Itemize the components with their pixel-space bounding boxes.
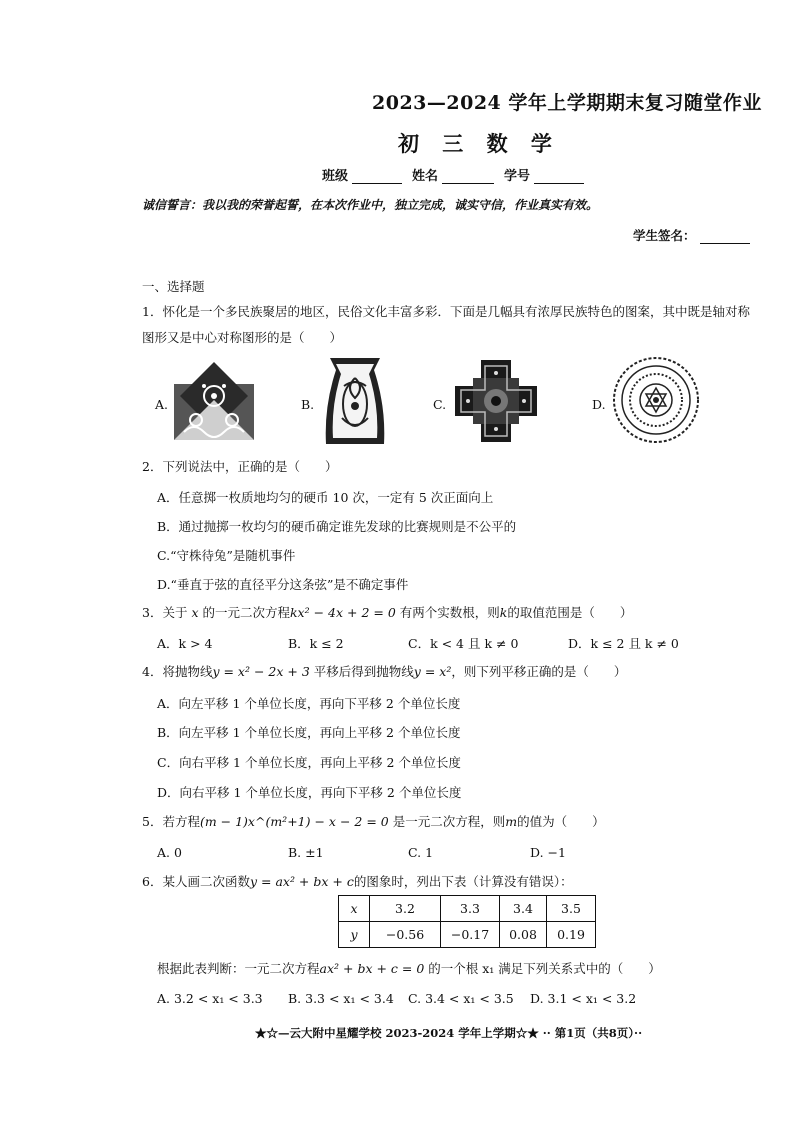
q6-option-d[interactable]: D. 3.1 < x₁ < 3.2 [530,991,637,1006]
q1-label-c: C. [433,397,447,412]
q3-post: 有两个实数根，则 [395,605,500,620]
q2-option-a[interactable]: A．任意掷一枚质地均匀的硬币 10 次，一定有 5 次正面向上 [157,490,494,505]
q1-label-d: D. [592,397,606,412]
honesty-oath: 诚信誓言：我以我的荣誉起誓，在本次作业中，独立完成，诚实守信，作业真实有效。 [142,198,599,212]
q6-stem [142,873,573,890]
id-label: 学号 [504,169,531,184]
table-cell: 3.3 [441,896,500,922]
q5-equation: (m − 1)x^(m²+1) − x − 2 = 0 [199,814,389,829]
table-cell: −0.56 [370,922,441,948]
q3-option-a[interactable]: A．k > 4 [157,636,213,651]
q6-option-b[interactable]: B. 3.3 < x₁ < 3.4 [288,991,394,1006]
q5-option-b[interactable]: B. ±1 [288,845,324,860]
q5-pre: 5．若方程 [142,814,200,829]
q5-option-c[interactable]: C. 1 [408,845,434,860]
signature-label: 学生签名： [633,228,696,243]
q6-equation: y = ax² + bx + c [249,874,354,889]
q3-var-k: k [499,605,508,620]
page-footer: ★☆—云大附中星耀学校 2023-2024 学年上学期☆★ ·· 第1页（共8页）·· [255,1026,643,1040]
q6-judge-end: 的一个根 x₁ 满足下列关系式中的（ ） [424,961,661,976]
q2-stem: 2．下列说法中，正确的是（ ） [142,459,338,474]
pattern-a-icon[interactable] [174,362,254,440]
q1-line2: 图形又是中心对称图形的是（ ） [142,330,343,345]
q6-option-a[interactable]: A. 3.2 < x₁ < 3.3 [157,991,263,1006]
q6-judge-pre: 根据此表判断：一元二次方程 [157,961,320,976]
signature-row [633,226,750,244]
q3-option-d[interactable]: D．k ≤ 2 且 k ≠ 0 [568,636,679,651]
q3-option-c[interactable]: C．k < 4 且 k ≠ 0 [408,636,519,651]
q3-end: 的取值范围是（ ） [507,605,633,620]
table-row [339,922,596,948]
q5-var-m: m [505,814,518,829]
table-row [339,896,596,922]
exam-subject: 初 三 数 学 [398,131,560,156]
table-cell: 0.19 [547,922,596,948]
name-blank[interactable] [442,169,494,184]
q3-stem [142,604,632,621]
q6-end: 的图象时，列出下表（计算没有错误）： [353,874,573,889]
q5-mid: 是一元二次方程，则 [388,814,506,829]
q6-pre: 6．某人画二次函数 [142,874,250,889]
q1-label-b: B. [301,397,315,412]
table-cell: 3.4 [500,896,547,922]
q3-equation: kx² − 4x + 2 = 0 [289,605,396,620]
q3-pre: 3．关于 [142,605,192,620]
q3-mid: 的一元二次方程 [198,605,290,620]
exam-title: 2023—2024 学年上学期期末复习随堂作业 [372,92,762,114]
q5-option-a[interactable]: A. 0 [157,845,182,860]
q4-mid: 平移后得到抛物线 [309,664,414,679]
q4-stem [142,663,626,680]
table-cell: −0.17 [441,922,500,948]
q4-option-a[interactable]: A．向左平移 1 个单位长度，再向下平移 2 个单位长度 [157,696,461,711]
q4-option-c[interactable]: C．向右平移 1 个单位长度，再向上平移 2 个单位长度 [157,755,461,770]
q4-eq1: y = x² − 2x + 3 [212,664,310,679]
q3-var-x: x [191,605,199,620]
q5-end: 的值为（ ） [517,814,605,829]
q6-option-c[interactable]: C. 3.4 < x₁ < 3.5 [408,991,514,1006]
q1-label-a: A. [155,397,169,412]
section-heading: 一、选择题 [142,279,205,294]
class-blank[interactable] [352,169,402,184]
q4-option-b[interactable]: B．向左平移 1 个单位长度，再向上平移 2 个单位长度 [157,725,461,740]
q4-eq2: y = x² [413,664,452,679]
q4-pre: 4．将抛物线 [142,664,213,679]
pattern-d-icon[interactable] [612,356,700,444]
q2-option-d[interactable]: D.“垂直于弦的直径平分这条弦”是不确定事件 [157,577,409,592]
q4-option-d[interactable]: D．向右平移 1 个单位长度，再向下平移 2 个单位长度 [157,785,462,800]
q1-line1: 1．怀化是一个多民族聚居的地区，民俗文化丰富多彩．下面是几幅具有浓厚民族特色的图案，其中既是轴对称 [142,304,750,319]
q6-value-table [338,895,596,948]
pattern-c-icon[interactable] [455,360,537,442]
q6-judge [157,960,661,977]
pattern-b-icon[interactable] [322,356,388,446]
table-cell-x-label: x [339,896,370,922]
table-cell: 0.08 [500,922,547,948]
table-cell: 3.2 [370,896,441,922]
q2-option-b[interactable]: B．通过抛掷一枚均匀的硬币确定谁先发球的比赛规则是不公平的 [157,519,517,534]
student-info-row [322,165,594,184]
q5-option-d[interactable]: D. −1 [530,845,566,860]
q3-option-b[interactable]: B．k ≤ 2 [288,636,344,651]
name-label: 姓名 [412,169,439,184]
q4-end: ，则下列平移正确的是（ ） [451,664,627,679]
table-cell: 3.5 [547,896,596,922]
q2-option-c[interactable]: C.“守株待兔”是随机事件 [157,548,296,563]
table-cell-y-label: y [339,922,370,948]
signature-blank[interactable] [700,229,750,244]
id-blank[interactable] [534,169,584,184]
class-label: 班级 [322,169,349,184]
q6-judge-eq: ax² + bx + c = 0 [319,961,425,976]
q5-stem [142,813,605,830]
